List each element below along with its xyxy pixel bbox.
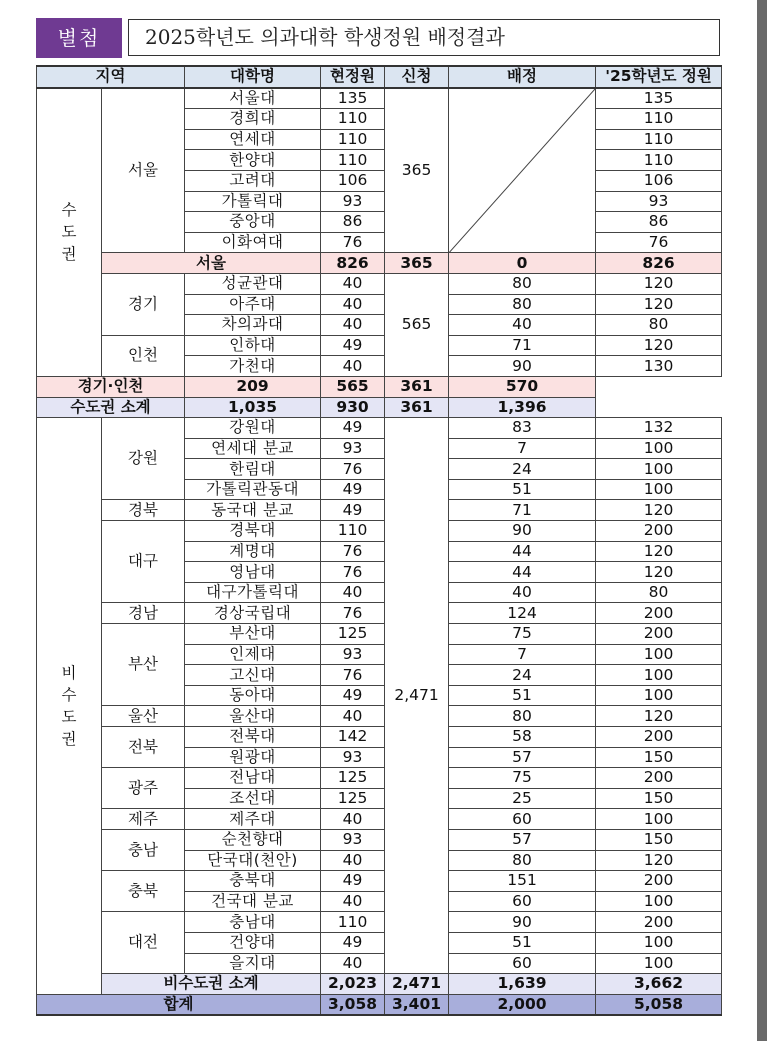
current-quota: 110 [321,150,385,171]
total-quota-2025: 120 [596,562,722,583]
university-name: 차의과대 [185,315,321,336]
region-noncapital-label: 비 수 도 권 [61,663,77,748]
table-row [37,768,722,789]
province-seoul: 서울 [102,88,185,253]
university-name: 강원대 [185,418,321,439]
current-quota: 93 [321,644,385,665]
applied-merged-seoul: 365 [385,88,449,253]
allocated: 71 [449,335,596,356]
attachment-badge: 별첨 [36,18,122,58]
university-name: 성균관대 [185,273,321,294]
current-quota: 142 [321,727,385,748]
allocated: 40 [449,582,596,603]
current-quota: 93 [321,191,385,212]
province-daegu: 대구 [102,521,185,603]
region-capital-label: 수 도 권 [61,201,77,264]
current-quota: 135 [321,88,385,109]
table-row [37,871,722,892]
total-quota-2025: 86 [596,212,722,233]
province-gyeongbuk: 경북 [102,500,185,521]
subtotal-applied: 565 [321,376,385,397]
subtotal-total: 826 [596,253,722,274]
header-current-quota: 현정원 [321,66,385,88]
current-quota: 49 [321,500,385,521]
allocated: 44 [449,541,596,562]
allocated: 51 [449,685,596,706]
university-name: 경북대 [185,521,321,542]
allocated: 83 [449,418,596,439]
university-name: 충북대 [185,871,321,892]
university-name: 영남대 [185,562,321,583]
subtotal-current: 209 [185,376,321,397]
grand-total-current: 3,058 [321,994,385,1015]
allocated: 60 [449,809,596,830]
university-name: 동아대 [185,685,321,706]
current-quota: 40 [321,294,385,315]
subtotal-current: 826 [321,253,385,274]
total-quota-2025: 120 [596,335,722,356]
total-quota-2025: 100 [596,953,722,974]
total-quota-2025: 110 [596,129,722,150]
current-quota: 49 [321,932,385,953]
university-name: 중앙대 [185,212,321,233]
current-quota: 110 [321,109,385,130]
subtotal-label: 경기·인천 [37,376,185,397]
allocation-table [36,65,722,1016]
total-quota-2025: 100 [596,809,722,830]
total-quota-2025: 100 [596,644,722,665]
allocated: 90 [449,521,596,542]
allocated: 40 [449,315,596,336]
allocated: 51 [449,932,596,953]
allocated: 90 [449,912,596,933]
university-name: 부산대 [185,624,321,645]
current-quota: 76 [321,232,385,253]
current-quota: 86 [321,212,385,233]
header-region: 지역 [37,66,185,88]
allocated: 57 [449,747,596,768]
diagonal-line [449,89,595,253]
university-name: 동국대 분교 [185,500,321,521]
province-jeonbuk: 전북 [102,727,185,768]
table-row [37,912,722,933]
current-quota: 76 [321,541,385,562]
current-quota: 125 [321,788,385,809]
grand-total-applied: 3,401 [385,994,449,1015]
current-quota: 40 [321,891,385,912]
table-row [37,88,722,109]
total-quota-2025: 200 [596,912,722,933]
current-quota: 49 [321,871,385,892]
document-title: 2025학년도 의과대학 학생정원 배정결과 [128,19,720,56]
province-gyeonggi: 경기 [102,273,185,335]
total-quota-2025: 200 [596,603,722,624]
university-name: 이화여대 [185,232,321,253]
current-quota: 76 [321,603,385,624]
subtotal-total: 1,396 [449,397,596,418]
subtotal-label: 서울 [102,253,321,274]
allocated: 57 [449,829,596,850]
total-quota-2025: 200 [596,521,722,542]
total-quota-2025: 110 [596,150,722,171]
header-applied: 신청 [385,66,449,88]
allocated: 24 [449,665,596,686]
university-name: 인제대 [185,644,321,665]
university-name: 고려대 [185,170,321,191]
table-header-row [37,66,722,88]
total-quota-2025: 80 [596,582,722,603]
total-quota-2025: 106 [596,170,722,191]
table-row [37,603,722,624]
university-name: 연세대 [185,129,321,150]
current-quota: 110 [321,129,385,150]
grand-total-allocated: 2,000 [449,994,596,1015]
allocated: 60 [449,953,596,974]
current-quota: 93 [321,747,385,768]
university-name: 대구가톨릭대 [185,582,321,603]
current-quota: 76 [321,665,385,686]
allocated: 44 [449,562,596,583]
total-quota-2025: 150 [596,788,722,809]
grand-total-total: 5,058 [596,994,722,1015]
subtotal-total: 570 [449,376,596,397]
university-name: 충남대 [185,912,321,933]
university-name: 가천대 [185,356,321,377]
total-quota-2025: 200 [596,871,722,892]
scrollbar[interactable] [757,0,767,1041]
allocated: 80 [449,850,596,871]
total-quota-2025: 132 [596,418,722,439]
table-row [37,727,722,748]
province-busan: 부산 [102,624,185,706]
table-row [37,829,722,850]
university-name: 건국대 분교 [185,891,321,912]
header-university: 대학명 [185,66,321,88]
table-row [37,500,722,521]
subtotal-row-gi_subtotal [37,376,722,397]
university-name: 가톨릭관동대 [185,479,321,500]
subtotal-applied: 365 [385,253,449,274]
province-daejeon: 대전 [102,912,185,974]
current-quota: 40 [321,356,385,377]
university-name: 계명대 [185,541,321,562]
total-quota-2025: 130 [596,356,722,377]
current-quota: 76 [321,562,385,583]
university-name: 서울대 [185,88,321,109]
subtotal-current: 1,035 [185,397,321,418]
university-name: 인하대 [185,335,321,356]
university-name: 고신대 [185,665,321,686]
allocated: 75 [449,624,596,645]
subtotal-applied: 930 [321,397,385,418]
allocated: 80 [449,706,596,727]
university-name: 연세대 분교 [185,438,321,459]
university-name: 가톨릭대 [185,191,321,212]
subtotal-allocated: 0 [449,253,596,274]
current-quota: 40 [321,273,385,294]
allocated: 7 [449,644,596,665]
total-quota-2025: 110 [596,109,722,130]
header-2025-quota: '25학년도 정원 [596,66,722,88]
current-quota: 40 [321,953,385,974]
subtotal-applied: 2,471 [385,974,449,995]
current-quota: 40 [321,706,385,727]
table-row [37,809,722,830]
region-noncapital [37,418,102,995]
allocated: 7 [449,438,596,459]
allocated-diagonal [449,88,596,253]
table-row [37,521,722,542]
subtotal-label: 비수도권 소계 [102,974,321,995]
subtotal-allocated: 1,639 [449,974,596,995]
total-quota-2025: 120 [596,273,722,294]
allocated: 124 [449,603,596,624]
grand-total-label: 합계 [37,994,321,1015]
region-capital [37,88,102,377]
university-name: 한림대 [185,459,321,480]
total-quota-2025: 135 [596,88,722,109]
total-quota-2025: 100 [596,459,722,480]
current-quota: 76 [321,459,385,480]
total-quota-2025: 120 [596,500,722,521]
table-row [37,273,722,294]
table-row [37,624,722,645]
allocated: 60 [449,891,596,912]
current-quota: 49 [321,418,385,439]
subtotal-allocated: 361 [385,397,449,418]
table-row [37,335,722,356]
current-quota: 40 [321,315,385,336]
total-quota-2025: 100 [596,685,722,706]
total-quota-2025: 200 [596,768,722,789]
current-quota: 49 [321,685,385,706]
university-name: 경희대 [185,109,321,130]
table-row [37,418,722,439]
province-gangwon: 강원 [102,418,185,500]
current-quota: 110 [321,912,385,933]
header-allocated: 배정 [449,66,596,88]
province-gwangju: 광주 [102,768,185,809]
total-quota-2025: 120 [596,850,722,871]
current-quota: 106 [321,170,385,191]
total-quota-2025: 120 [596,294,722,315]
province-incheon: 인천 [102,335,185,376]
current-quota: 49 [321,335,385,356]
current-quota: 40 [321,582,385,603]
total-quota-2025: 76 [596,232,722,253]
allocated: 58 [449,727,596,748]
allocated: 25 [449,788,596,809]
total-quota-2025: 100 [596,438,722,459]
current-quota: 40 [321,809,385,830]
allocated: 90 [449,356,596,377]
province-gyeongnam: 경남 [102,603,185,624]
table-row [37,706,722,727]
subtotal-current: 2,023 [321,974,385,995]
applied-merged-noncapital: 2,471 [385,418,449,974]
university-name: 조선대 [185,788,321,809]
university-name: 아주대 [185,294,321,315]
current-quota: 125 [321,768,385,789]
total-quota-2025: 120 [596,541,722,562]
total-quota-2025: 100 [596,665,722,686]
allocated: 80 [449,294,596,315]
applied-merged-gyeonggi-incheon: 565 [385,273,449,376]
province-ulsan: 울산 [102,706,185,727]
allocated: 71 [449,500,596,521]
subtotal-allocated: 361 [385,376,449,397]
university-name: 건양대 [185,932,321,953]
table-body [37,88,722,1016]
subtotal-row-nc_subtotal [37,974,722,995]
total-quota-2025: 150 [596,747,722,768]
allocated: 151 [449,871,596,892]
current-quota: 110 [321,521,385,542]
total-quota-2025: 120 [596,706,722,727]
university-name: 제주대 [185,809,321,830]
total-quota-2025: 100 [596,932,722,953]
total-quota-2025: 100 [596,891,722,912]
university-name: 한양대 [185,150,321,171]
allocated: 24 [449,459,596,480]
university-name: 경상국립대 [185,603,321,624]
allocated: 80 [449,273,596,294]
province-chungnam: 충남 [102,829,185,870]
total-quota-2025: 93 [596,191,722,212]
allocated: 75 [449,768,596,789]
total-quota-2025: 100 [596,479,722,500]
university-name: 원광대 [185,747,321,768]
current-quota: 40 [321,850,385,871]
current-quota: 93 [321,829,385,850]
total-quota-2025: 80 [596,315,722,336]
subtotal-row-capital_subtotal [37,397,722,418]
total-quota-2025: 200 [596,727,722,748]
subtotal-total: 3,662 [596,974,722,995]
subtotal-label: 수도권 소계 [37,397,185,418]
university-name: 단국대(천안) [185,850,321,871]
subtotal-row-seoul_subtotal [37,253,722,274]
university-name: 을지대 [185,953,321,974]
university-name: 울산대 [185,706,321,727]
total-quota-2025: 200 [596,624,722,645]
current-quota: 125 [321,624,385,645]
province-jeju: 제주 [102,809,185,830]
university-name: 전북대 [185,727,321,748]
current-quota: 93 [321,438,385,459]
grand-total-row [37,994,722,1015]
university-name: 전남대 [185,768,321,789]
province-chungbuk: 충북 [102,871,185,912]
allocated: 51 [449,479,596,500]
current-quota: 49 [321,479,385,500]
university-name: 순천향대 [185,829,321,850]
total-quota-2025: 150 [596,829,722,850]
